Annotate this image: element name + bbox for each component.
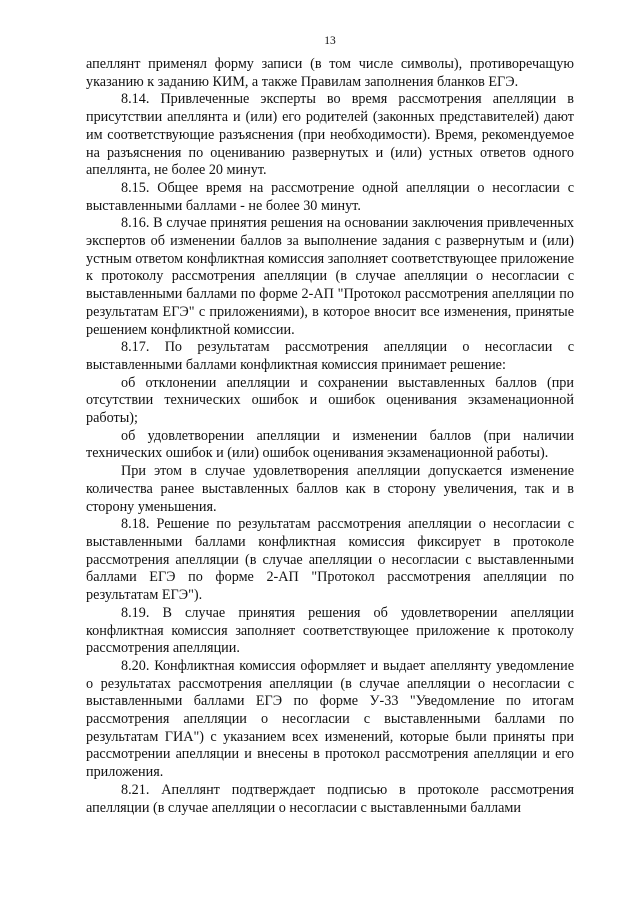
paragraph-8-16: 8.16. В случае принятия решения на основании заключения привлеченных экспертов об изменении баллов за выполнение задания с развернутым и (или) устным ответом конфликтная комиссия заполняет соответствующее приложение к протоколу рассмотрения апелляции (в случае апелляции о несогласии с выставленными баллами по форме 2-АП "Протокол рассмотрения апелляции по результатам ЕГЭ" с приложениями), в которое вносит все изменения, принятые решением конфликтной комиссии. <box>86 215 574 338</box>
paragraph-score-change: При этом в случае удовлетворения апелляции допускается изменение количества ранее выставленных баллов как в сторону увеличения, так и в сторону уменьшения. <box>86 463 574 515</box>
paragraph-8-21: 8.21. Апеллянт подтверждает подписью в протоколе рассмотрения апелляции (в случае апелляции о несогласии с выставленными баллами <box>86 781 574 816</box>
paragraph-decision-satisfy: об удовлетворении апелляции и изменении баллов (при наличии технических ошибок и (или) ошибок оценивания экзаменационной работы). <box>86 427 574 462</box>
document-body <box>86 56 574 817</box>
paragraph-8-17: 8.17. По результатам рассмотрения апелляции о несогласии с выставленными баллами конфликтная комиссия принимает решение: <box>86 339 574 373</box>
paragraph-continuation: апеллянт применял форму записи (в том числе символы), противоречащую указанию к заданию КИМ, а также Правилам заполнения бланков ЕГЭ. <box>86 56 574 90</box>
paragraph-8-18: 8.18. Решение по результатам рассмотрения апелляции о несогласии с выставленными баллами конфликтная комиссия фиксирует в протоколе рассмотрения апелляции (в случае апелляции о несогласии с выставленными баллами ЕГЭ по форме 2-АП "Протокол рассмотрения апелляции по результатам ЕГЭ"). <box>86 516 574 604</box>
paragraph-8-15: 8.15. Общее время на рассмотрение одной апелляции о несогласии с выставленными баллами - не более 30 минут. <box>86 179 574 214</box>
paragraph-8-14: 8.14. Привлеченные эксперты во время рассмотрения апелляции в присутствии апеллянта и (или) его родителей (законных представителей) дают им соответствующие разъяснения (при необходимости). Время, рекомендуемое на разъяснения по оцениванию развернутых и (или) устных ответов одного апеллянта, не более 20 минут. <box>86 91 574 179</box>
paragraph-decision-reject: об отклонении апелляции и сохранении выставленных баллов (при отсутствии технических ошибок и ошибок оценивания экзаменационной работы); <box>86 374 574 427</box>
paragraph-8-20: 8.20. Конфликтная комиссия оформляет и выдает апеллянту уведомление о результатах рассмотрения апелляции (в случае апелляции о несогласии с выставленными баллами ЕГЭ по форме У-33 "Уведомление по итогам рассмотрения апелляции о несогласии с выставленными баллами по результатам ГИА") с указанием всех изменений, которые были приняты при рассмотрении апелляции и внесены в протокол рассмотрения апелляции и его приложения. <box>86 657 574 781</box>
page-number: 13 <box>324 35 336 47</box>
paragraph-8-19: 8.19. В случае принятия решения об удовлетворении апелляции конфликтная комиссия заполняет соответствующее приложение к протоколу рассмотрения апелляции. <box>86 604 574 657</box>
